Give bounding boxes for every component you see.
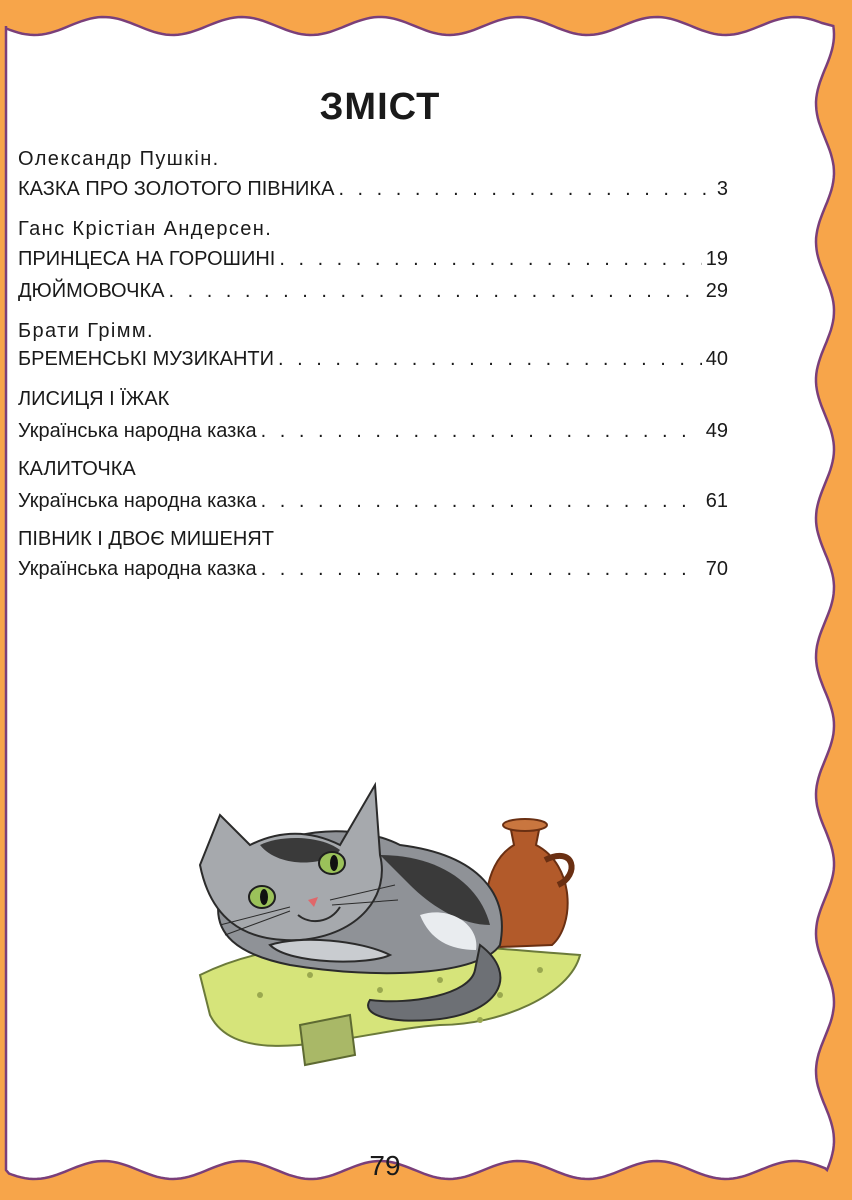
page-number: 79 [369, 1150, 401, 1181]
toc-section-title: КАЛИТОЧКА [18, 458, 136, 480]
toc-author-pushkin: Олександр Пушкін. [18, 148, 220, 170]
toc-section-title: ЛИСИЦЯ І ЇЖАК [18, 388, 170, 410]
page-title: ЗМІСТ [319, 86, 441, 128]
cat-with-jug-illustration [180, 775, 600, 1075]
dot-leader [279, 248, 701, 271]
toc-entry-title: Українська народна казка [18, 558, 257, 580]
toc-entry-page: 19 [705, 248, 728, 270]
toc-entry-page: 29 [705, 280, 728, 302]
toc-entry-title: ДЮЙМОВОЧКА [18, 280, 165, 302]
dot-leader [261, 558, 702, 581]
dot-leader [278, 348, 702, 371]
toc-entry-page: 70 [705, 558, 728, 580]
toc-author-grimm: Брати Грімм. [18, 320, 154, 342]
toc-entry-page: 49 [705, 420, 728, 442]
toc-entry[interactable] [18, 348, 728, 371]
toc-entry-title: КАЗКА ПРО ЗОЛОТОГО ПІВНИКА [18, 178, 335, 200]
toc-entry[interactable] [18, 490, 728, 513]
toc-entry[interactable] [18, 420, 728, 443]
toc-entry[interactable] [18, 558, 728, 581]
dot-leader [168, 280, 701, 303]
dot-leader [261, 490, 702, 513]
toc-entry[interactable] [18, 248, 728, 271]
toc-author-andersen: Ганс Крістіан Андерсен. [18, 218, 273, 240]
toc-entry-page: 40 [705, 348, 728, 370]
toc-entry-page: 61 [705, 490, 728, 512]
toc-entry-page: 3 [716, 178, 728, 200]
toc-entry[interactable] [18, 280, 728, 303]
toc-entry-title: Українська народна казка [18, 420, 257, 442]
dot-leader [261, 420, 702, 443]
toc-entry-title: Українська народна казка [18, 490, 257, 512]
toc-entry[interactable] [18, 178, 728, 201]
toc-entry-title: ПРИНЦЕСА НА ГОРОШИНІ [18, 248, 276, 270]
toc-entry-title: БРЕМЕНСЬКІ МУЗИКАНТИ [18, 348, 274, 370]
toc-section-title: ПІВНИК І ДВОЄ МИШЕНЯТ [18, 528, 274, 550]
dot-leader [338, 178, 712, 201]
